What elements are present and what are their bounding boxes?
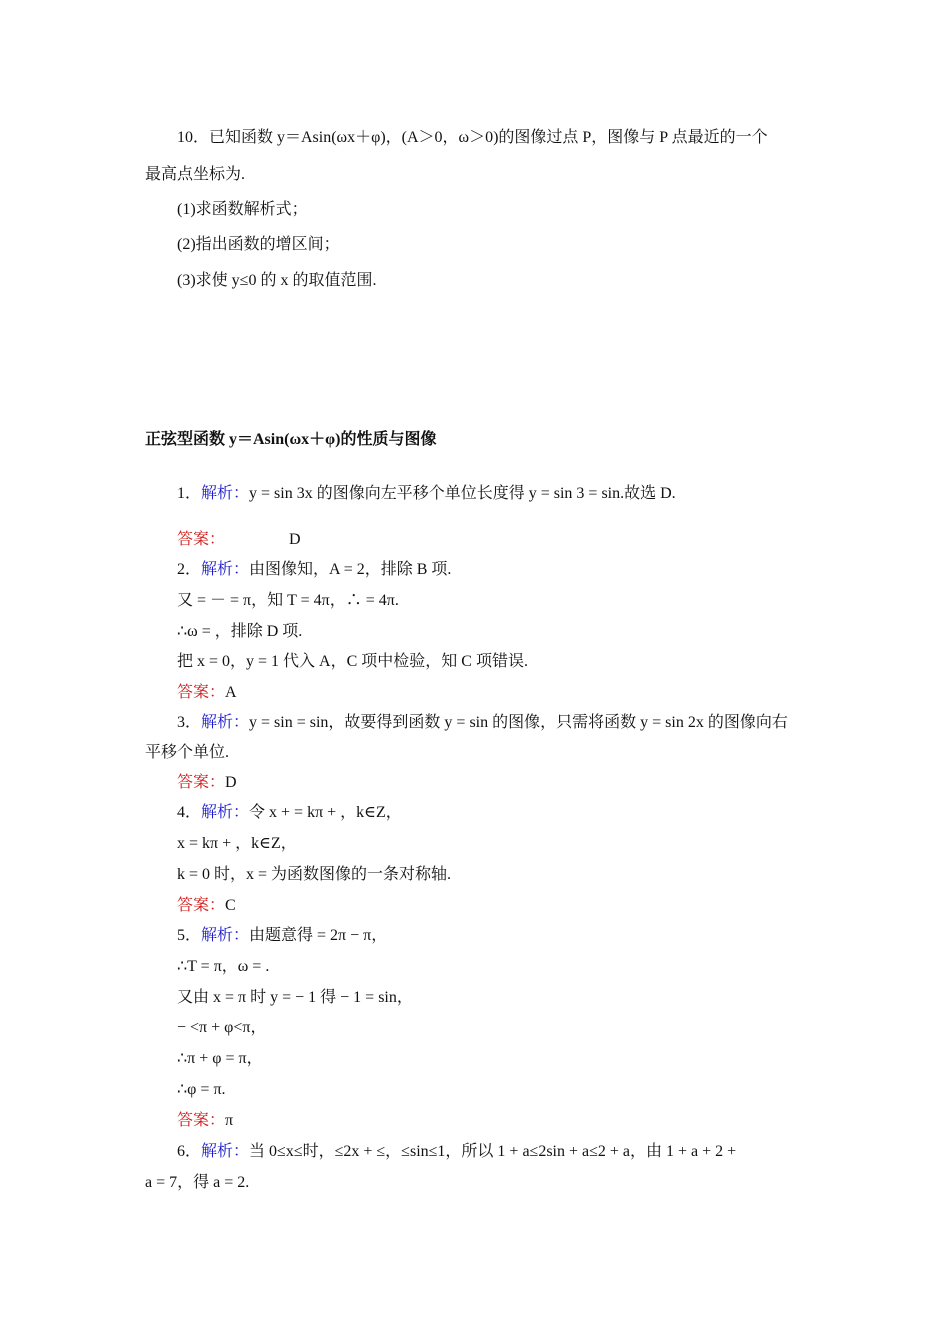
solution-3-number: 3． (177, 714, 202, 731)
solution-text: y = sin = sin，故要得到函数 y = sin 的图像，只需将函数 y = sin 2x 的图像向右 (249, 714, 788, 731)
solution-text: 由题意得 = 2π − π， (249, 927, 388, 944)
question-part-3: (3)求使 y≤0 的 x 的取值范围. (177, 272, 377, 289)
solution-4-line-2: x = kπ + ，k∈Z， (177, 835, 297, 852)
answer-label: 答案： (177, 774, 226, 791)
solution-2-number: 2． (177, 561, 202, 578)
solution-5-number: 5． (177, 927, 202, 944)
analysis-label: 解析： (201, 927, 250, 944)
question-line-2: 最高点坐标为. (145, 166, 246, 183)
solution-5-line-5: ∴π + φ = π， (177, 1050, 263, 1067)
answer-value: D (225, 774, 237, 791)
solution-3-answer (177, 773, 237, 793)
answer-value: C (225, 897, 236, 914)
solution-5-answer (177, 1111, 233, 1131)
analysis-label: 解析： (201, 804, 250, 821)
section-title: 正弦型函数 y＝Asin(ωx＋φ)的性质与图像 (145, 431, 437, 448)
question-part-1: (1)求函数解析式； (177, 201, 308, 218)
solution-6-line-2: a = 7，得 a = 2. (145, 1174, 250, 1191)
solution-2-line-4: 把 x = 0，y = 1 代入 A，C 项中检验，知 C 项错误. (177, 653, 528, 670)
solution-2-line-3: ∴ω = ，排除 D 项. (177, 623, 303, 640)
answer-value: π (225, 1112, 234, 1129)
solution-5-line-6: ∴φ = π. (177, 1081, 226, 1098)
answer-value: D (289, 531, 301, 548)
question-part-2: (2)指出函数的增区间； (177, 236, 340, 253)
solution-2-line-1 (177, 560, 451, 580)
solution-text: 当 0≤x≤时，≤2x + ≤，≤sin≤1，所以 1 + a≤2sin + a≤2 + a，由 1 + a + 2 + (249, 1143, 737, 1160)
solution-5-line-2: ∴T = π，ω = . (177, 958, 270, 975)
solution-3-line-2: 平移个单位. (145, 744, 230, 761)
solution-2-line-2: 又 = － = π，知 T = 4π，∴ = 4π. (177, 592, 399, 609)
solution-5-line-3: 又由 x = π 时 y = − 1 得 − 1 = sin， (177, 989, 413, 1006)
answer-label: 答案： (177, 531, 226, 548)
solution-4-line-1 (177, 803, 402, 823)
analysis-label: 解析： (201, 485, 250, 502)
solution-1-line-1 (177, 484, 676, 504)
solution-5-line-1 (177, 926, 387, 946)
solution-6-line-1 (177, 1142, 736, 1162)
solution-text: 由图像知，A = 2，排除 B 项. (249, 561, 452, 578)
answer-label: 答案： (177, 684, 226, 701)
solution-2-answer (177, 683, 237, 703)
solution-text: y = sin 3x 的图像向左平移个单位长度得 y = sin 3 = sin.故选 D. (249, 485, 676, 502)
analysis-label: 解析： (201, 1143, 250, 1160)
solution-6-number: 6． (177, 1143, 202, 1160)
solution-4-line-3: k = 0 时，x = 为函数图像的一条对称轴. (177, 866, 452, 883)
analysis-label: 解析： (201, 561, 250, 578)
answer-label: 答案： (177, 1112, 226, 1129)
solution-1-number: 1． (177, 485, 202, 502)
question-line-1: 10．已知函数 y＝Asin(ωx＋φ)，(A＞0，ω＞0)的图像过点 P，图像与 P 点最近的一个 (177, 129, 768, 146)
solution-3-line-1 (177, 713, 788, 733)
solution-text: 令 x + = kπ + ，k∈Z， (249, 804, 402, 821)
solution-4-answer (177, 896, 236, 916)
answer-value: A (225, 684, 237, 701)
solution-5-line-4: − <π + φ<π， (177, 1019, 267, 1036)
solution-1-answer (177, 530, 301, 550)
analysis-label: 解析： (201, 714, 250, 731)
answer-label: 答案： (177, 897, 226, 914)
solution-4-number: 4． (177, 804, 202, 821)
